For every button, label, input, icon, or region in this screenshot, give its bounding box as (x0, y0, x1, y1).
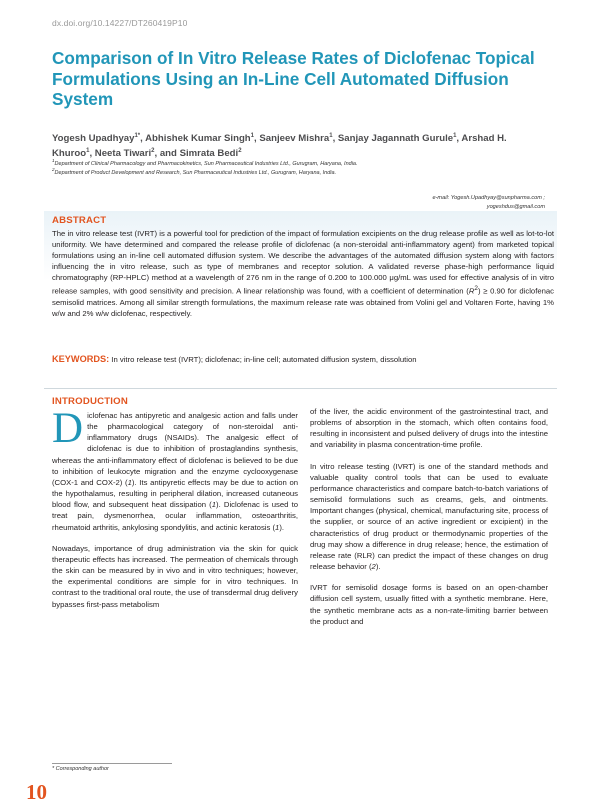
reference-link[interactable]: 1 (275, 522, 280, 532)
paragraph-part: iclofenac has antipyretic and analgesic action and falls under the pharmacological category of non-steroidal anti-inflammatory drugs (NSAIDs). The analgesic effect of diclofenac is due to inhibition of prostaglandins synthesis, whereas the anti-inflammatory effect of diclofenac is believed to be due to inhibition of leukocyte migration and the enzyme cyclooxygenase (COX-1 and COX-2) ( (52, 411, 298, 487)
intro-paragraph-1 (52, 405, 299, 533)
author-separator: , (89, 148, 95, 160)
paragraph-part: In vitro release testing (IVRT) is one of the standard methods and valuable quality control tools that can be used to evaluate performance characteristics and compare batch-to-batch variations of semisolid formulations such as creams, gels, and ointments. Important changes (physical, chemical, manufacturing site, process of the supplier, or source of an active ingredient or excipient) in the characteristics of drug product or thermodynamic properties of the drug may show a difference in drug release; hence, the estimation of release rate (RLR) can predict the impact of these changes on drug release behavior ( (310, 461, 548, 572)
section-divider (44, 388, 557, 389)
abstract-part: ) ≥ 0.90 for diclofenac semisolid matrices. Among all similar strength formulations, the maximum release rate was obtained from Volini gel and Voltaren Forte, having 1% w/w and 2% w/w diclofenac, respectively. (52, 287, 555, 319)
author-name: Neeta Tiwari (94, 148, 152, 160)
reference-link[interactable]: 1 (211, 500, 217, 510)
paragraph-part: ). (375, 562, 381, 572)
introduction-heading: INTRODUCTION (52, 396, 128, 407)
intro-paragraph-4 (310, 461, 548, 573)
author-name: Sanjeev Mishra (259, 133, 330, 145)
paragraph-part: ). (279, 522, 285, 532)
author-affiliation-marker: 2 (238, 148, 242, 155)
abstract-text (52, 228, 554, 319)
intro-paragraph-3: of the liver, the acidic environment of the gastrointestinal tract, and problems of absorption in the stomach, which often contains food, resulting in inconsistent and pulsed delivery of drugs into the intestine and variability in plasma concentration-time profile. (310, 407, 548, 450)
footnote-divider (52, 763, 172, 764)
paragraph-part: ). Diclofenac is used to treat pain, dysmenorrhea, ocular inflammation, osteoarthritis, rheumatoid arthritis, ankylosing spondylitis, and actinic keratosis ( (52, 500, 299, 532)
author-name: Abhishek Kumar Singh (145, 133, 251, 145)
page-number: 10 (26, 780, 47, 804)
author-separator: , (456, 133, 462, 145)
affiliation-text: Department of Clinical Pharmacology and Pharmacokinetics, Sun Pharmaceutical Industries Ltd., Gurugram, Haryana, India. (54, 160, 358, 167)
author-separator: , and (154, 148, 180, 160)
abstract-symbol: R (468, 287, 475, 297)
author-affiliation-marker: 1 (453, 133, 457, 139)
corresponding-author-note: * Corresponding author (52, 766, 109, 772)
email-line-1[interactable]: e-mail: Yogesh.Upadhyay@sunpharma.com ; (432, 195, 545, 201)
abstract-superscript: 2 (474, 285, 478, 293)
reference-link[interactable]: 2 (371, 562, 376, 572)
author-separator: , (140, 133, 146, 145)
author-separator: , (254, 133, 260, 145)
author-separator: , (332, 133, 338, 145)
keywords-text: In vitro release test (IVRT); diclofenac; in-line cell; automated diffusion system, dissolution (109, 355, 417, 364)
keywords (52, 354, 554, 365)
author-affiliation-marker: 1 (250, 133, 255, 139)
affiliation-1 (52, 158, 358, 167)
author-affiliation-marker: 1 (86, 148, 90, 155)
doi-line: dx.doi.org/10.14227/DT260419P10 (52, 18, 188, 28)
paragraph-part: ). Its antipyretic effects may be due to action on the hypothalamus, resulting in peripheral dilation, increased cutaneous blood flow, and subsequent heat dissipation ( (52, 477, 299, 510)
email-line-2[interactable]: yogeshdus@gmail.com (486, 204, 545, 210)
affiliation-text: Department of Product Development and Research, Sun Pharmaceutical Industries Ltd., Gurugram, Haryana, India. (54, 169, 337, 176)
affiliation-2 (52, 167, 336, 176)
author-name: Arshad H. Khuroo (52, 133, 507, 160)
article-title: Comparison of In Vitro Release Rates of Diclofenac Topical Formulations Using an In-Line Cell Automated Diffusion System (52, 48, 535, 109)
abstract-heading: ABSTRACT (52, 215, 107, 226)
affiliation-number: 1 (52, 158, 55, 163)
intro-paragraph-2: Nowadays, importance of drug administration via the skin for quick therapeutic effects has increased. The permeation of chemicals through the skin can be measured by in vivo and in vitro techniques; however, the experimental conditions are simple for in vitro techniques. In contrast to the traditional oral route, the use of transdermal drug delivery bypasses first-pass metabolism (52, 543, 298, 609)
intro-paragraph-5: IVRT for semisolid dosage forms is based on an open-chamber diffusion cell system, usually fitted with a synthetic membrane. Here, the synthetic membrane acts as a non-rate-limiting barrier between the product and (310, 583, 548, 626)
reference-link[interactable]: 1 (127, 477, 132, 487)
drop-cap: D (52, 405, 84, 452)
column-left (52, 405, 299, 620)
keywords-label: KEYWORDS: (52, 354, 110, 364)
column-right (310, 406, 548, 637)
author-affiliation-marker: 2 (151, 148, 155, 155)
author-list (52, 130, 552, 160)
author-affiliation-marker: 1 (329, 133, 333, 139)
abstract-part: The in vitro release test (IVRT) is a powerful tool for prediction of the impact of formulation excipients on the drug release profile as well as lot-to-lot uniformity. We have determined and compared the release profile of diclofenac (a non-steroidal anti-inflammatory agent) from marketed topical formulations using an in-line cell automated diffusion system. We describe the advantages of the automated diffusion system along with factors influencing the in vitro release, such as type of membranes and receptor solution. A validated reverse phase-high performance liquid chromatography (RP-HPLC) method at a wavelength of 276 nm in the range of 0.200 to 100.000 μg/mL was used for effective analysis of in vitro release samples, with good sensitivity and precision. A linear relationship was found, with a coefficient of determination ( (52, 229, 554, 297)
author-name: Sanjay Jagannath Gurule (337, 133, 454, 145)
author-name: Simrata Bedi (179, 148, 239, 160)
author-name: Yogesh Upadhyay (52, 133, 135, 145)
author-affiliation-marker: 1* (134, 133, 141, 139)
affiliation-number: 2 (52, 167, 55, 172)
